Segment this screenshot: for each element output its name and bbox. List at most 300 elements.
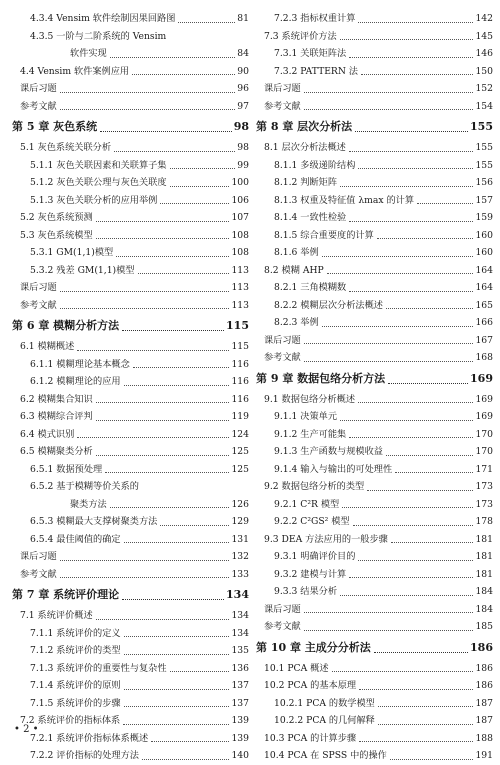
dot-leader xyxy=(105,472,229,473)
dot-leader xyxy=(377,238,474,239)
toc-section-entry[interactable] xyxy=(256,747,493,765)
toc-subsection-entry[interactable] xyxy=(256,63,493,81)
dot-leader xyxy=(388,383,468,384)
toc-page-number: 98 xyxy=(233,120,249,133)
toc-entry-title: 第 5 章 灰色系统 xyxy=(12,120,98,133)
dot-leader xyxy=(96,221,230,222)
dot-leader xyxy=(114,151,235,152)
toc-entry-title: 课后习题 xyxy=(20,83,57,94)
toc-entry-title: 5.1.3 灰色关联分析的应用举例 xyxy=(30,194,158,206)
toc-subsection-entry[interactable] xyxy=(12,244,249,262)
dot-leader xyxy=(417,203,473,204)
toc-page-number: 134 xyxy=(231,627,249,639)
toc-subsection-entry[interactable] xyxy=(256,209,493,227)
toc-entry-title: 6.5.4 最佳阈值的确定 xyxy=(30,533,121,545)
toc-entry-title: 8.1.1 多级递阶结构 xyxy=(274,159,356,171)
dot-leader xyxy=(138,273,230,274)
toc-page-number: 187 xyxy=(475,715,493,726)
toc-page-number: 116 xyxy=(231,393,249,405)
toc-entry-title: 6.5 模糊聚类分析 xyxy=(20,446,93,457)
toc-entry-title: 5.2 灰色系统预测 xyxy=(20,212,93,223)
toc-page-number: 97 xyxy=(237,100,249,112)
toc-entry-title: 8.1.6 举例 xyxy=(274,247,319,258)
toc-section-entry[interactable] xyxy=(256,660,493,678)
toc-entry-title: 7.3.1 关联矩阵法 xyxy=(274,48,347,59)
toc-subsection-entry[interactable] xyxy=(256,513,493,531)
toc-page-number: 156 xyxy=(475,177,493,188)
toc-entry-title: 7.2.3 指标权重计算 xyxy=(274,13,356,24)
toc-section-entry[interactable] xyxy=(12,712,249,730)
dot-leader xyxy=(390,759,474,760)
toc-page-number: 157 xyxy=(475,194,493,206)
toc-page-number: 185 xyxy=(475,621,493,632)
toc-entry-title: 聚类方法 xyxy=(70,498,107,510)
toc-entry-title: 课后习题 xyxy=(20,282,57,293)
toc-subsection-entry[interactable] xyxy=(12,642,249,660)
dot-leader xyxy=(77,350,229,351)
dot-leader xyxy=(386,308,473,309)
toc-page-number: 139 xyxy=(231,715,249,726)
dot-leader xyxy=(100,131,232,132)
dot-leader xyxy=(96,619,230,620)
toc-subsection-entry[interactable] xyxy=(256,314,493,332)
dot-leader xyxy=(132,74,235,75)
toc-entry-title: 10.4 PCA 在 SPSS 中的操作 xyxy=(264,750,387,761)
dot-leader xyxy=(96,238,230,239)
toc-section-entry[interactable] xyxy=(12,279,249,297)
toc-entry-title: 第 6 章 模糊分析方法 xyxy=(12,319,120,332)
toc-page-number: 134 xyxy=(226,588,249,601)
toc-entry-title: 参考文献 xyxy=(264,100,301,112)
toc-entry-title: 4.4 Vensim 软件案例应用 xyxy=(20,65,130,77)
dot-leader xyxy=(124,385,230,386)
toc-section-entry[interactable] xyxy=(12,98,249,116)
toc-entry-title: 参考文献 xyxy=(264,352,301,363)
toc-page-number: 173 xyxy=(475,481,493,492)
toc-entry-title: 8.1.5 综合重要度的计算 xyxy=(274,229,374,241)
dot-leader xyxy=(110,507,230,508)
toc-page-number: 134 xyxy=(231,610,249,621)
dot-leader xyxy=(160,203,229,204)
toc-page-number: 181 xyxy=(475,533,493,545)
dot-leader xyxy=(322,256,474,257)
dot-leader xyxy=(151,741,229,742)
toc-subsection-entry[interactable] xyxy=(256,426,493,444)
toc-chapter-heading[interactable] xyxy=(256,636,493,660)
toc-subsection-entry[interactable] xyxy=(256,227,493,245)
dot-leader xyxy=(60,308,230,309)
toc-page-number: 159 xyxy=(475,212,493,223)
toc-section-entry[interactable] xyxy=(12,338,249,356)
dot-leader xyxy=(304,109,474,110)
toc-page-number: 96 xyxy=(237,83,249,94)
toc-subsection-entry[interactable] xyxy=(12,660,249,678)
toc-entry-title: 9.3.1 明确评价目的 xyxy=(274,551,356,562)
dot-leader xyxy=(349,57,473,58)
toc-entry-title: 参考文献 xyxy=(264,621,301,632)
toc-section-entry[interactable] xyxy=(256,478,493,496)
toc-subsection-entry[interactable] xyxy=(12,677,249,695)
toc-entry-title: 4.3.5 一阶与二阶系统的 Vensim xyxy=(30,30,167,42)
toc-entry-title: 8.2.2 模糊层次分析法概述 xyxy=(274,299,383,311)
toc-subsection-entry[interactable] xyxy=(256,408,493,426)
toc-page-number: 150 xyxy=(475,65,493,77)
dot-leader xyxy=(359,741,473,742)
toc-entry-title: 8.2.1 三角模糊数 xyxy=(274,282,347,293)
dot-leader xyxy=(378,724,474,725)
toc-page-number: 108 xyxy=(231,229,249,241)
dot-leader xyxy=(116,256,229,257)
toc-page-number: 116 xyxy=(231,358,249,370)
toc-page-number: 140 xyxy=(231,750,249,761)
toc-page-number: 139 xyxy=(231,732,249,744)
toc-subsection-entry[interactable] xyxy=(12,356,249,374)
toc-page-number: 133 xyxy=(231,568,249,580)
toc-chapter-heading[interactable] xyxy=(12,314,249,338)
toc-page-number: 84 xyxy=(237,48,249,59)
dot-leader xyxy=(349,291,473,292)
toc-page-number: 98 xyxy=(237,142,249,153)
toc-page-number: 160 xyxy=(475,247,493,258)
dot-leader xyxy=(322,326,474,327)
dot-leader xyxy=(349,577,473,578)
dot-leader xyxy=(327,273,474,274)
toc-subsection-entry[interactable] xyxy=(256,583,493,601)
dot-leader xyxy=(124,654,230,655)
toc-page-number: 108 xyxy=(231,247,249,258)
toc-subsection-entry[interactable] xyxy=(256,712,493,730)
dot-leader xyxy=(395,472,473,473)
toc-entry-title: 9.1 数据包络分析概述 xyxy=(264,393,356,405)
toc-section-entry[interactable] xyxy=(256,391,493,409)
toc-subsection-entry[interactable] xyxy=(12,45,249,63)
toc-chapter-heading[interactable] xyxy=(12,583,249,607)
toc-entry-title: 8.1 层次分析法概述 xyxy=(264,142,346,153)
toc-section-entry[interactable] xyxy=(256,349,493,367)
toc-entry-title: 8.2.3 举例 xyxy=(274,317,319,328)
toc-subsection-entry[interactable] xyxy=(12,373,249,391)
toc-entry-title: 9.2.2 C²GS² 模型 xyxy=(274,516,350,527)
toc-entry-title: 4.3.4 Vensim 软件绘制因果回路图 xyxy=(30,13,176,24)
toc-section-entry[interactable] xyxy=(12,209,249,227)
toc-section-entry[interactable] xyxy=(256,601,493,619)
toc-entry-title: 8.1.4 一致性检验 xyxy=(274,212,347,223)
dot-leader xyxy=(170,186,230,187)
toc-entry-title: 7.1.4 系统评价的原则 xyxy=(30,680,121,691)
toc-page-number: 132 xyxy=(231,551,249,562)
dot-leader xyxy=(96,402,230,403)
toc-page-number: 113 xyxy=(231,264,249,276)
toc-entry-title: 9.1.4 输入与输出的可处理性 xyxy=(274,463,393,475)
toc-page-number: 119 xyxy=(231,411,249,422)
toc-subsection-entry[interactable] xyxy=(256,566,493,584)
dot-leader xyxy=(349,437,473,438)
toc-page-number: 169 xyxy=(470,371,493,385)
toc-entry-title: 8.2 模糊 AHP xyxy=(264,264,324,276)
toc-page-number: 152 xyxy=(475,83,493,94)
toc-subsection-entry[interactable] xyxy=(12,10,249,28)
toc-subsection-entry[interactable] xyxy=(12,496,249,514)
toc-page-number: 136 xyxy=(231,662,249,674)
toc-entry-title: 7.3.2 PATTERN 法 xyxy=(274,65,358,77)
dot-leader xyxy=(304,630,474,631)
toc-entry-title: 参考文献 xyxy=(20,100,57,112)
toc-section-entry[interactable] xyxy=(256,618,493,636)
toc-entry-title: 第 10 章 主成分分析法 xyxy=(256,640,371,654)
toc-page-number: 115 xyxy=(231,341,249,352)
dot-leader xyxy=(60,291,230,292)
toc-subsection-entry[interactable] xyxy=(12,747,249,765)
toc-entry-title: 10.1 PCA 概述 xyxy=(264,662,329,674)
dot-leader xyxy=(178,22,235,23)
dot-leader xyxy=(122,599,224,600)
toc-page-number: 155 xyxy=(475,142,493,153)
toc-entry-title: 9.1.2 生产可能集 xyxy=(274,428,347,440)
toc-section-entry[interactable] xyxy=(256,332,493,350)
toc-entry-title: 9.2.1 C²R 模型 xyxy=(274,498,340,510)
toc-page-number: 113 xyxy=(231,299,249,311)
toc-entry-title: 9.3.2 建模与计算 xyxy=(274,568,347,580)
toc-page-number: 137 xyxy=(231,697,249,709)
toc-page-number: 137 xyxy=(231,680,249,691)
toc-chapter-heading[interactable] xyxy=(256,367,493,391)
toc-entry-title: 6.1.2 模糊理论的应用 xyxy=(30,376,121,387)
dot-leader xyxy=(332,671,474,672)
dot-leader xyxy=(304,361,474,362)
toc-section-entry[interactable] xyxy=(256,677,493,695)
dot-leader xyxy=(358,402,473,403)
toc-page-number: 181 xyxy=(475,568,493,580)
toc-page-number: 166 xyxy=(475,317,493,328)
toc-page-number: 181 xyxy=(475,551,493,562)
toc-section-entry[interactable] xyxy=(12,443,249,461)
toc-subsection-entry[interactable] xyxy=(12,513,249,531)
toc-section-entry[interactable] xyxy=(12,80,249,98)
dot-leader xyxy=(60,577,230,578)
toc-subsection-entry[interactable] xyxy=(12,625,249,643)
toc-entry-title: 10.2.2 PCA 的几何解释 xyxy=(274,715,375,726)
dot-leader xyxy=(391,542,474,543)
dot-leader xyxy=(349,221,473,222)
toc-subsection-entry[interactable] xyxy=(12,531,249,549)
toc-entry-title: 6.4 模式识别 xyxy=(20,428,75,440)
toc-page-number: 124 xyxy=(231,428,249,440)
dot-leader xyxy=(124,542,230,543)
toc-entry-title: 8.1.3 权重及特征值 λmax 的计算 xyxy=(274,194,415,206)
toc-subsection-entry[interactable] xyxy=(256,45,493,63)
toc-entry-title: 6.5.1 数据预处理 xyxy=(30,463,103,475)
toc-section-entry[interactable] xyxy=(12,426,249,444)
toc-page-number: 187 xyxy=(475,697,493,709)
dot-leader xyxy=(353,525,474,526)
toc-entry-title: 9.3 DEA 方法应用的一般步骤 xyxy=(264,533,388,545)
toc-subsection-entry[interactable] xyxy=(256,548,493,566)
toc-entry-title: 参考文献 xyxy=(20,568,57,580)
toc-entry-title: 第 8 章 层次分析法 xyxy=(256,120,353,133)
toc-section-entry[interactable] xyxy=(12,139,249,157)
toc-section-entry[interactable] xyxy=(256,730,493,748)
toc-page-number: 116 xyxy=(231,376,249,387)
dot-leader xyxy=(160,525,229,526)
toc-subsection-entry[interactable] xyxy=(12,157,249,175)
toc-subsection-entry[interactable] xyxy=(256,496,493,514)
toc-subsection-entry[interactable] xyxy=(256,244,493,262)
dot-leader xyxy=(123,724,229,725)
toc-entry-title: 7.2.1 系统评价指标体系概述 xyxy=(30,732,149,744)
toc-subsection-entry[interactable] xyxy=(256,279,493,297)
toc-page-number: 170 xyxy=(475,428,493,440)
toc-page-number: 142 xyxy=(475,13,493,24)
toc-section-entry[interactable] xyxy=(12,548,249,566)
toc-subsection-entry[interactable] xyxy=(12,192,249,210)
toc-entry-title: 7.3 系统评价方法 xyxy=(264,30,337,42)
dot-leader xyxy=(96,420,230,421)
dot-leader xyxy=(340,39,474,40)
dot-leader xyxy=(340,420,473,421)
dot-leader xyxy=(96,455,230,456)
toc-subsection-entry[interactable] xyxy=(12,174,249,192)
dot-leader xyxy=(349,151,474,152)
toc-page-number: 99 xyxy=(237,159,249,171)
toc-page-number: 186 xyxy=(470,640,493,654)
toc-subsection-entry[interactable] xyxy=(256,10,493,28)
toc-page-number: 186 xyxy=(475,662,493,674)
toc-subsection-entry[interactable] xyxy=(256,443,493,461)
toc-entry-title: 7.2.2 评价指标的处理方法 xyxy=(30,750,139,761)
toc-entry-title: 9.3.3 结果分析 xyxy=(274,586,338,597)
dot-leader xyxy=(142,759,229,760)
toc-page-number: 164 xyxy=(475,264,493,276)
toc-entry-title: 10.2.1 PCA 的数学模型 xyxy=(274,697,375,709)
toc-subsection-entry[interactable] xyxy=(256,192,493,210)
toc-subsection-entry[interactable] xyxy=(256,157,493,175)
toc-entry-title: 8.1.2 判断矩阵 xyxy=(274,177,338,188)
toc-page-number: 146 xyxy=(475,48,493,59)
toc-page-number: 90 xyxy=(237,65,249,77)
toc-section-entry[interactable] xyxy=(12,607,249,625)
toc-page-number: 107 xyxy=(231,212,249,223)
dot-leader xyxy=(170,671,230,672)
toc-entry-title: 7.1.1 系统评价的定义 xyxy=(30,627,121,639)
toc-subsection-entry[interactable] xyxy=(256,297,493,315)
toc-section-entry[interactable] xyxy=(12,297,249,315)
toc-subsection-entry[interactable] xyxy=(256,695,493,713)
toc-page-number: 155 xyxy=(470,120,493,133)
toc-page-number: 125 xyxy=(231,446,249,457)
toc-entry-title: 软件实现 xyxy=(70,48,107,59)
toc-page-number: 115 xyxy=(226,319,249,332)
dot-leader xyxy=(77,437,229,438)
dot-leader xyxy=(304,92,474,93)
toc-page-number: 188 xyxy=(475,732,493,744)
toc-entry-title: 5.1.2 灰色关联公理与灰色关联度 xyxy=(30,177,167,188)
toc-section-entry[interactable] xyxy=(12,63,249,81)
toc-page-number: 167 xyxy=(475,334,493,346)
toc-section-entry[interactable] xyxy=(12,391,249,409)
dot-leader xyxy=(133,367,230,368)
toc-entry-title: 9.1.3 生产函数与规模收益 xyxy=(274,446,383,457)
toc-page-number: 145 xyxy=(475,30,493,42)
toc-page-number: 191 xyxy=(475,750,493,761)
toc-entry-title: 5.3 灰色系统模型 xyxy=(20,229,93,241)
toc-section-entry[interactable] xyxy=(256,28,493,46)
toc-page-number: 129 xyxy=(231,516,249,527)
dot-leader xyxy=(60,92,236,93)
toc-entry-title: 5.3.1 GM(1,1)模型 xyxy=(30,247,114,258)
toc-page-number: 100 xyxy=(231,177,249,188)
toc-page-number: 184 xyxy=(475,603,493,615)
toc-subsection-entry[interactable] xyxy=(256,461,493,479)
toc-chapter-heading[interactable] xyxy=(12,115,249,139)
toc-section-entry[interactable] xyxy=(256,80,493,98)
dot-leader xyxy=(122,330,224,331)
toc-section-entry[interactable] xyxy=(256,262,493,280)
toc-entry-title: 5.1.1 灰色关联因素和关联算子集 xyxy=(30,159,167,171)
toc-page-number: 125 xyxy=(231,463,249,475)
toc-subsection-entry[interactable] xyxy=(12,730,249,748)
dot-leader xyxy=(358,22,473,23)
toc-entry-title: 9.1.1 决策单元 xyxy=(274,411,338,422)
toc-page-number: 106 xyxy=(231,194,249,206)
toc-entry-title: 第 7 章 系统评价理论 xyxy=(12,588,120,601)
toc-entry-title: 6.3 模糊综合评判 xyxy=(20,411,93,422)
toc-entry-title: 6.1 模糊概述 xyxy=(20,341,75,352)
toc-entry-title: 5.1 灰色系统关联分析 xyxy=(20,142,112,153)
toc-page-number: 168 xyxy=(475,352,493,363)
dot-leader xyxy=(124,689,230,690)
toc-section-entry[interactable] xyxy=(12,227,249,245)
toc-subsection-entry[interactable] xyxy=(12,461,249,479)
dot-leader xyxy=(378,706,474,707)
toc-entry-title: 课后习题 xyxy=(264,83,301,94)
dot-leader xyxy=(358,560,473,561)
toc-page-number: 126 xyxy=(231,498,249,510)
toc-entry-title: 7.2 系统评价的指标体系 xyxy=(20,715,121,726)
dot-leader xyxy=(304,612,474,613)
toc-entry-title: 7.1 系统评价概述 xyxy=(20,610,93,621)
toc-right-column xyxy=(256,10,493,765)
toc-entry-title: 7.1.3 系统评价的重要性与复杂性 xyxy=(30,662,167,674)
toc-entry-title: 课后习题 xyxy=(264,603,301,615)
toc-section-entry[interactable] xyxy=(12,566,249,584)
dot-leader xyxy=(340,186,473,187)
dot-leader xyxy=(60,109,236,110)
toc-entry-title: 6.5.3 模糊最大支撑树聚类方法 xyxy=(30,516,158,527)
toc-subsection-entry[interactable] xyxy=(12,695,249,713)
dot-leader xyxy=(367,490,473,491)
dot-leader xyxy=(110,57,236,58)
dot-leader xyxy=(170,168,236,169)
toc-page-number: 170 xyxy=(475,446,493,457)
toc-subsection-entry[interactable] xyxy=(12,478,249,496)
toc-subsection-entry[interactable] xyxy=(256,174,493,192)
toc-section-entry[interactable] xyxy=(256,531,493,549)
toc-page-number: 173 xyxy=(475,498,493,510)
toc-subsection-entry[interactable] xyxy=(12,262,249,280)
toc-chapter-heading[interactable] xyxy=(256,115,493,139)
toc-subsection-entry[interactable] xyxy=(12,28,249,46)
toc-section-entry[interactable] xyxy=(12,408,249,426)
toc-entry-title: 第 9 章 数据包络分析方法 xyxy=(256,371,386,385)
toc-entry-title: 10.2 PCA 的基本原理 xyxy=(264,680,357,691)
dot-leader xyxy=(124,636,230,637)
toc-entry-title: 7.1.5 系统评价的步骤 xyxy=(30,697,121,709)
page-number: • 2 • xyxy=(14,724,39,735)
toc-entry-title: 6.5.2 基于模糊等价关系的 xyxy=(30,481,139,492)
toc-section-entry[interactable] xyxy=(256,139,493,157)
toc-section-entry[interactable] xyxy=(256,98,493,116)
toc-page-number: 160 xyxy=(475,229,493,241)
